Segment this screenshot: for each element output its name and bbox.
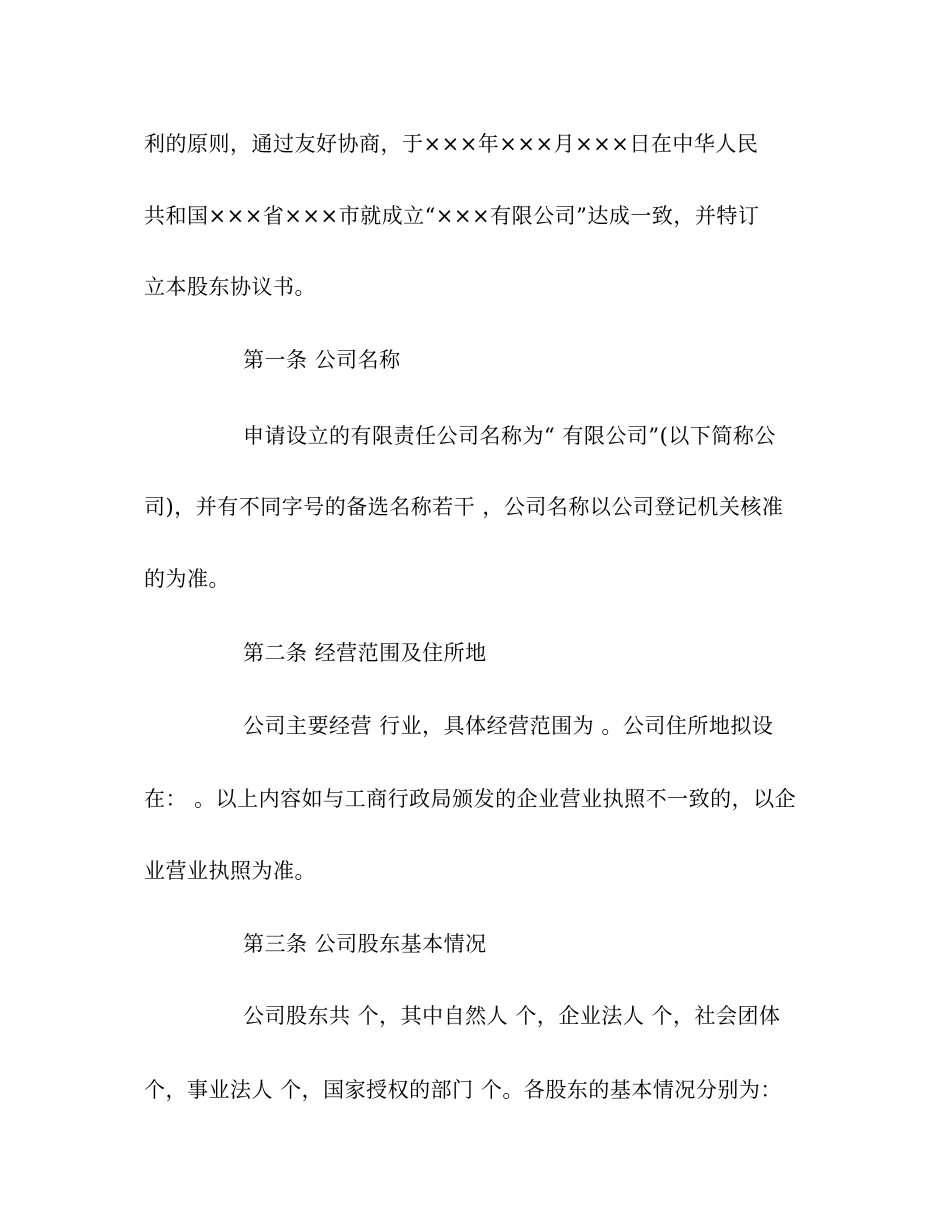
paragraph-line: 利的原则，通过友好协商，于×××年×××月×××日在中华人民 (144, 132, 759, 156)
article-heading-2: 第二条 经营范围及住所地 (243, 641, 487, 665)
paragraph-line: 公司股东共 个，其中自然人 个，企业法人 个，社会团体 (243, 1004, 781, 1028)
article-heading-3: 第三条 公司股东基本情况 (243, 932, 487, 956)
paragraph-line: 共和国×××省×××市就成立“×××有限公司”达成一致，并特订 (144, 204, 760, 228)
paragraph-line: 公司主要经营 行业，具体经营范围为 。公司住所地拟设 (243, 714, 774, 738)
paragraph-line: 个，事业法人 个，国家授权的部门 个。各股东的基本情况分别为： (144, 1078, 782, 1102)
paragraph-line: 司)，并有不同字号的备选名称若干 ，公司名称以公司登记机关核准 (144, 495, 784, 519)
paragraph-line: 申请设立的有限责任公司名称为“ 有限公司”(以下简称公 (243, 424, 776, 448)
paragraph-line: 业营业执照为准。 (144, 859, 316, 883)
article-heading-1: 第一条 公司名称 (243, 348, 401, 372)
paragraph-line: 在： 。以上内容如与工商行政局颁发的企业营业执照不一致的，以企 (144, 787, 797, 811)
paragraph-line: 立本股东协议书。 (144, 275, 316, 299)
paragraph-line: 的为准。 (144, 567, 230, 591)
